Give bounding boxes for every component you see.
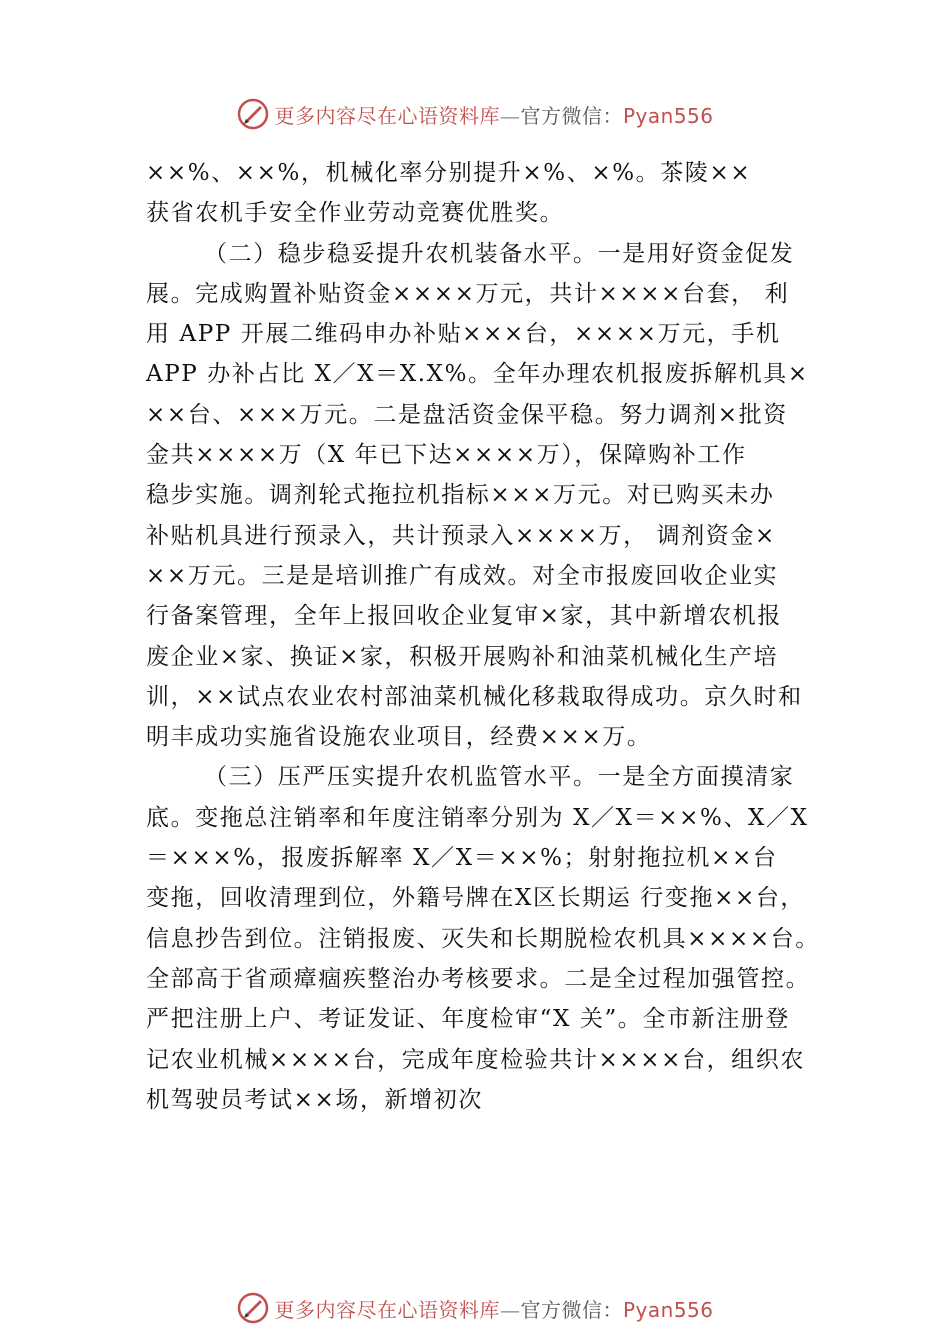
body-line: 底。变拖总注销率和年度注销率分别为 X／X＝××%、X／X xyxy=(146,804,809,831)
body-line: 明丰成功实施省设施农业项目，经费×××万。 xyxy=(146,724,652,751)
footer-separator: — xyxy=(499,1297,521,1322)
body-line: 金共××××万（X 年已下达××××万），保障购补工作 xyxy=(146,442,747,469)
brand-logo-icon xyxy=(236,97,270,131)
body-line: 获省农机手安全作业劳动竞赛优胜奖。 xyxy=(146,200,565,227)
header-banner xyxy=(0,94,950,134)
body-line: 机驾驶员考试××场，新增初次 xyxy=(146,1086,483,1113)
body-line: 训，××试点农业农村部油菜机械化移栽取得成功。京久时和 xyxy=(146,683,803,710)
body-line: 废企业×家、换证×家，积极开展购补和油菜机械化生产培 xyxy=(146,643,779,670)
footer-text xyxy=(274,1294,713,1323)
body-line: 行备案管理，全年上报回收企业复审×家，其中新增农机报 xyxy=(146,603,782,630)
header-separator: — xyxy=(499,103,521,128)
footer-brand-text: 更多内容尽在心语资料库 xyxy=(274,1297,500,1322)
body-line: 稳步实施。调剂轮式拖拉机指标×××万元。对已购买未办 xyxy=(146,482,775,509)
body-line: ＝×××%，报废拆解率 X／X＝××%；射射拖拉机××台 xyxy=(146,845,778,872)
body-line: APP 办补占比 X／X＝X.X%。全年办理农机报废拆解机具× xyxy=(146,361,809,388)
header-wechat-label: 官方微信： xyxy=(520,103,623,128)
body-line: （二）稳步稳妥提升农机装备水平。一是用好资金促发 xyxy=(204,240,795,267)
footer-banner xyxy=(0,1288,950,1328)
body-line: ××%、××%，机械化率分别提升×%、×%。茶陵×× xyxy=(146,160,752,186)
body-line: ××万元。三是是培训推广有成效。对全市报废回收企业实 xyxy=(146,562,779,589)
body-line: 展。完成购置补贴资金××××万元，共计××××台套， 利 xyxy=(146,280,790,307)
body-line: 补贴机具进行预录入，共计预录入××××万， 调剂资金× xyxy=(146,522,776,549)
body-line: 用 APP 开展二维码申办补贴×××台，××××万元，手机 xyxy=(146,321,781,348)
document-body xyxy=(146,153,846,1120)
body-line: 严把注册上户、考证发证、年度检审“X 关”。全市新注册登 xyxy=(146,1006,791,1033)
body-line: 全部高于省顽瘴痼疾整治办考核要求。二是全过程加强管控。 xyxy=(146,965,811,992)
header-wechat-id: Pyan556 xyxy=(622,103,714,128)
body-line: 信息抄告到位。注销报废、灭失和长期脱检农机具××××台。 xyxy=(146,925,820,952)
body-line: （三）压严压实提升农机监管水平。一是全方面摸清家 xyxy=(204,764,795,791)
header-brand-text: 更多内容尽在心语资料库 xyxy=(274,103,500,128)
body-line: 变拖，回收清理到位，外籍号牌在Ⅹ区长期运 行变拖××台， xyxy=(146,885,806,912)
footer-wechat-id: Pyan556 xyxy=(622,1297,714,1322)
body-line: 记农业机械××××台，完成年度检验共计××××台，组织农 xyxy=(146,1046,805,1073)
header-text xyxy=(274,100,713,129)
footer-wechat-label: 官方微信： xyxy=(520,1297,623,1322)
brand-logo-icon xyxy=(236,1291,270,1325)
body-line: ××台、×××万元。二是盘活资金保平稳。努力调剂×批资 xyxy=(146,401,788,428)
